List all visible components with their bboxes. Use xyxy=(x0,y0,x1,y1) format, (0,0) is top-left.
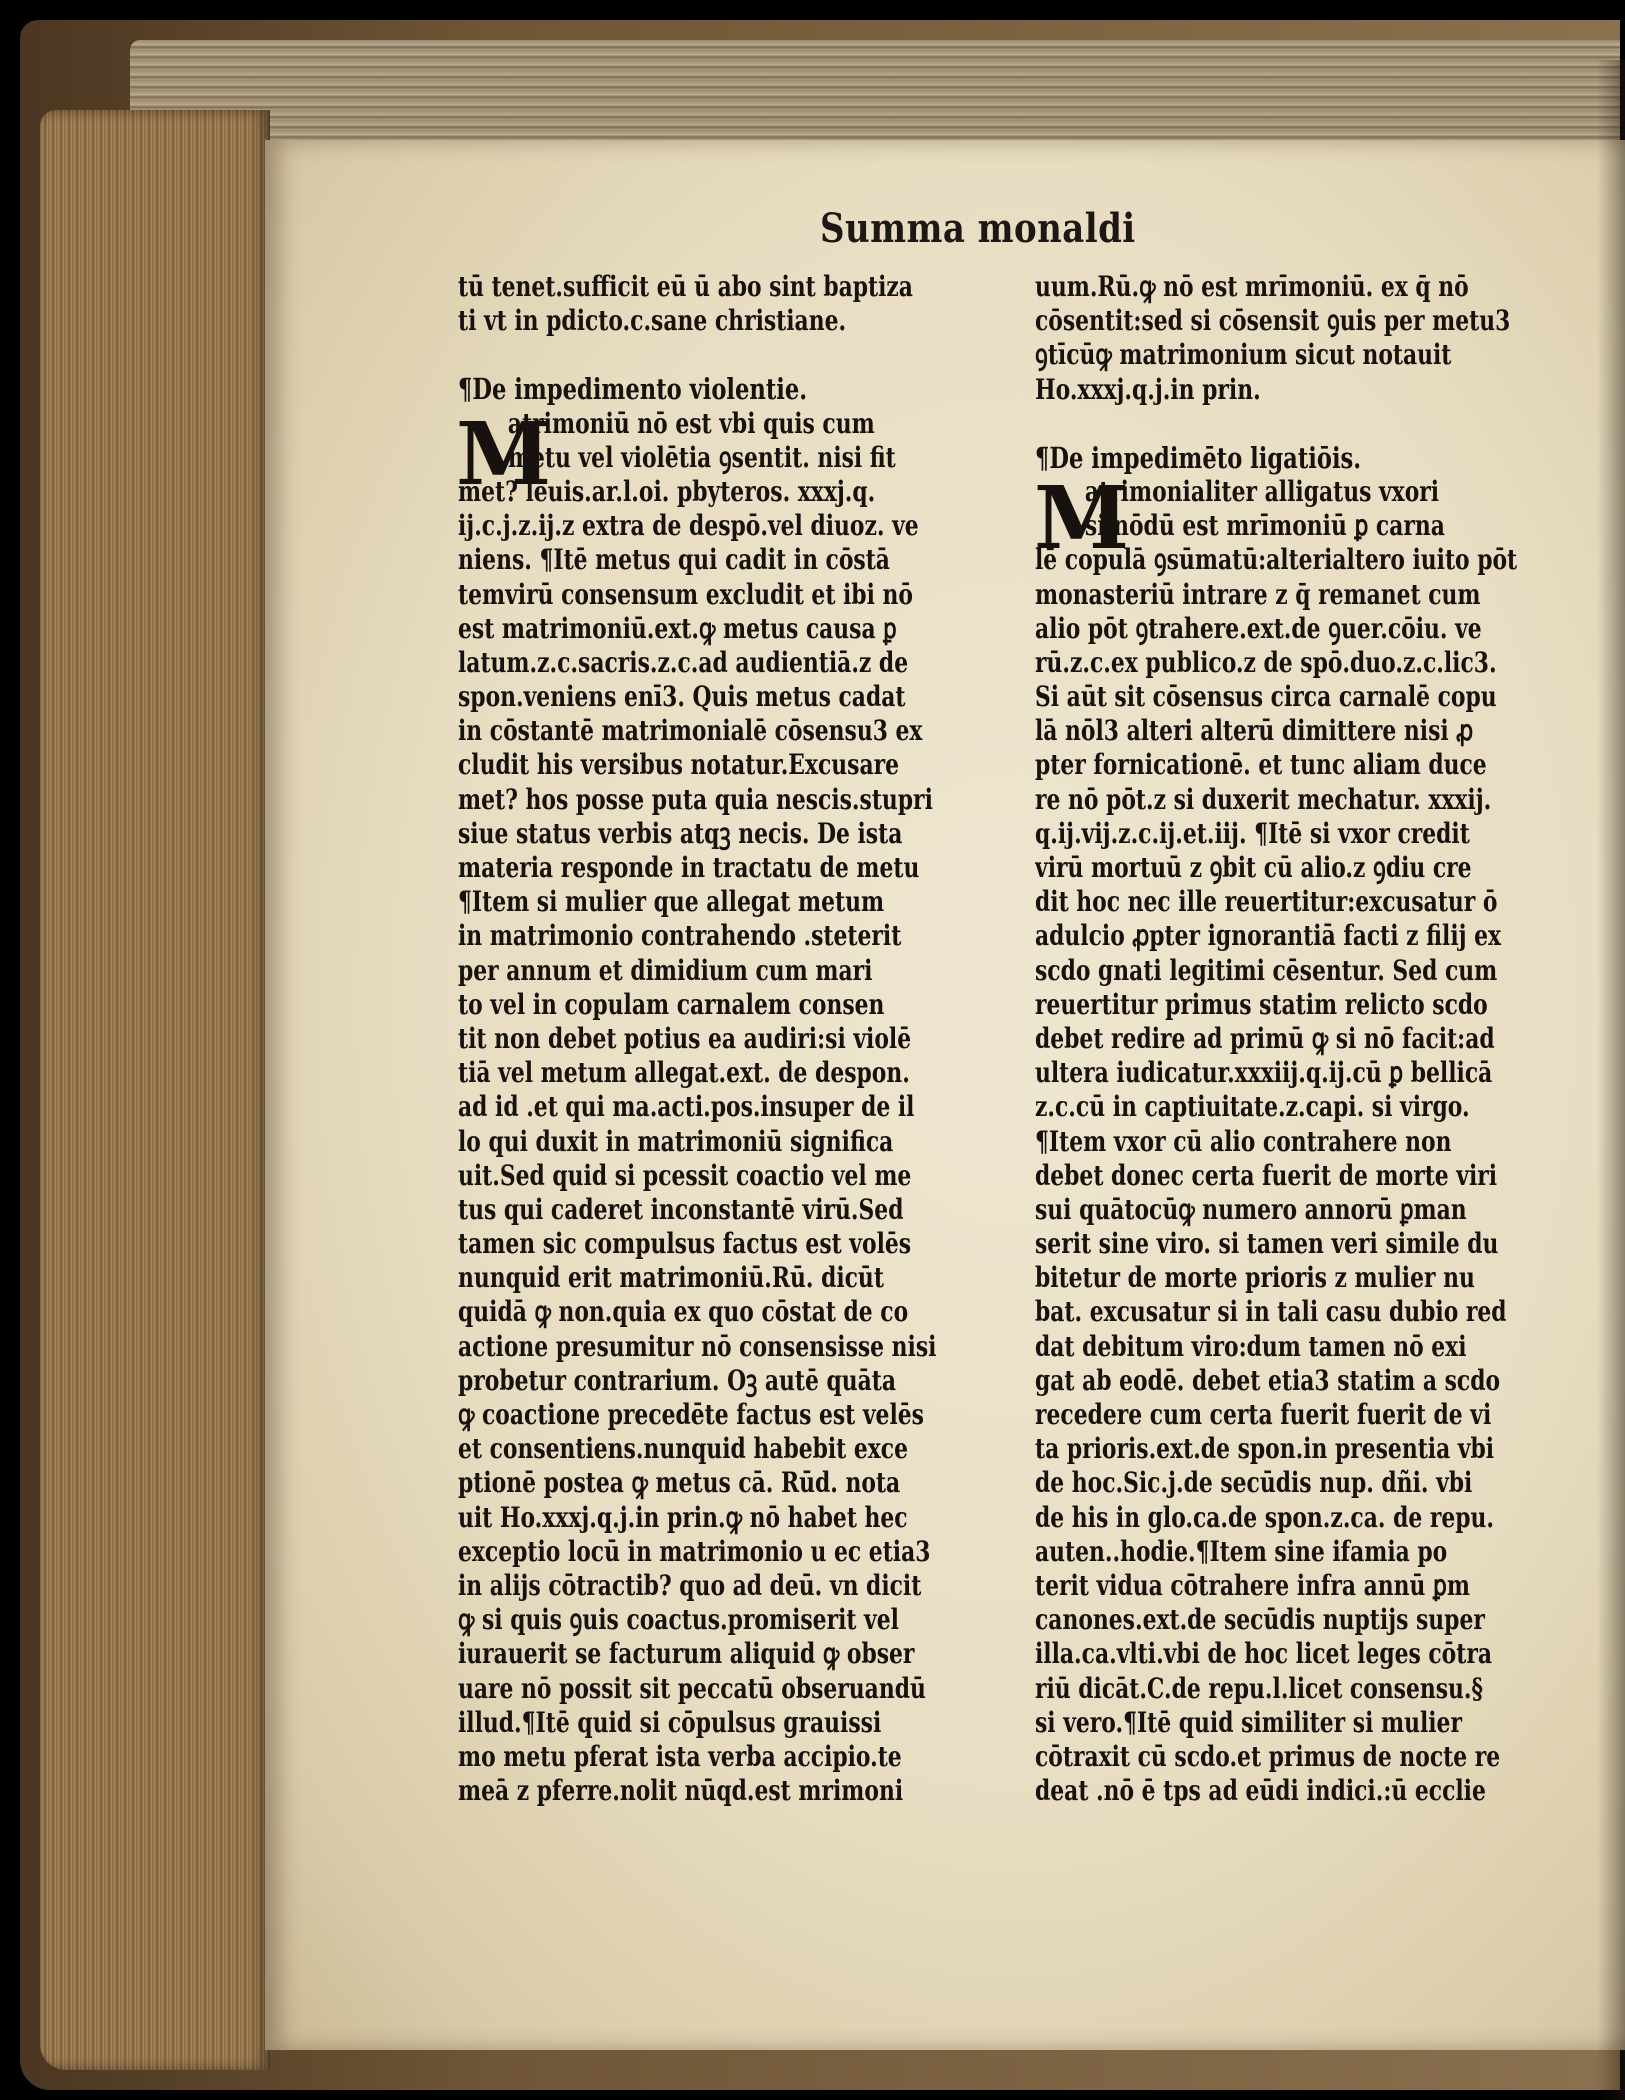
text-line: met? leuis.ar.l.oi. pbyteros. xxxj.q. xyxy=(458,474,876,508)
text-line: de his in glo.ca.de spon.z.ca. de repu. xyxy=(1035,1500,1495,1534)
text-line: lē copulā ꝯsūmatū:alterialtero iuito pōt xyxy=(1035,543,1518,577)
gutter-shadow xyxy=(1597,60,1625,2100)
page-block-top-edge xyxy=(130,40,1620,150)
text-line: dit hoc nec ille reuertitur:excusatur ō xyxy=(1035,885,1498,919)
text-line: iurauerit se facturum aliquid ꝙ obser xyxy=(458,1637,915,1671)
text-line: z.c.cū in captiuitate.z.capi. si virgo. xyxy=(1035,1090,1470,1124)
text-line: deat .nō ē tps ad eūdi indici.:ū ecclie xyxy=(1035,1774,1486,1808)
text-line: uare nō possit sit peccatū obseruandū xyxy=(458,1671,926,1705)
text-line: ultera iudicatur.xxxiij.q.ij.cū ꝑ bellicā xyxy=(1035,1056,1493,1090)
text-line: ij.c.j.z.ij.z extra de despō.vel diuoz. ve xyxy=(458,509,919,543)
text-line: Ho.xxxj.q.j.in prin. xyxy=(1035,372,1261,406)
drop-cap-left: M xyxy=(456,404,552,505)
text-line: ti vt in pdicto.c.sane christiane. xyxy=(458,304,847,338)
text-line: temvirū consensum excludit et ibi nō xyxy=(458,577,913,611)
text-line: lo qui duxit in matrimoniū significa xyxy=(458,1124,894,1158)
left-text-column xyxy=(458,270,1018,1808)
text-line: virū mortuū z ꝯbit cū alio.z ꝯdiu cre xyxy=(1035,851,1472,884)
drop-cap-right: M xyxy=(1034,468,1130,569)
paragraph-gap xyxy=(458,338,1018,372)
text-line: reuertitur primus statim relicto scdo xyxy=(1035,987,1488,1021)
text-line: tamen sic compulsus factus est volēs xyxy=(458,1227,912,1261)
text-line: meā z pferre.nolit nūqd.est mrimoni xyxy=(458,1774,904,1808)
text-line: probetur contrarium. Oꝫ autē quāta xyxy=(458,1363,897,1397)
text-line: in cōstantē matrimonialē cōsensu3 ex xyxy=(458,714,923,748)
right-text-column xyxy=(1035,270,1590,1808)
text-line: est matrimoniū.ext.ꝙ metus causa ꝑ xyxy=(458,611,897,645)
text-line: exceptio locū in matrimonio u ec etia3 xyxy=(458,1534,931,1568)
text-line: bitetur de morte prioris z mulier nu xyxy=(1035,1261,1475,1295)
text-line: recedere cum certa fuerit fuerit de vi xyxy=(1035,1398,1492,1431)
text-line: ¶Item si mulier que allegat metum xyxy=(458,885,885,919)
text-line: uit.Sed quid si pcessit coactio vel me xyxy=(458,1158,912,1192)
text-line: siue status verbis atqꝫ necis. De ista xyxy=(458,816,903,850)
text-line: mo metu pferat ista verba accipio.te xyxy=(458,1739,902,1773)
text-line: adulcio ꝓpter ignorantiā facti z filij ex xyxy=(1035,919,1502,953)
text-line: ta prioris.ext.de spon.in presentia vbi xyxy=(1035,1432,1495,1466)
text-line: debet redire ad primū ꝙ si nō facit:ad xyxy=(1035,1021,1495,1055)
text-line: auten..hodie.¶Item sine ifamia po xyxy=(1035,1534,1448,1568)
text-line: bat. excusatur si in tali casu dubio red xyxy=(1035,1295,1507,1329)
text-line: in matrimonio contrahendo .steterit xyxy=(458,919,902,953)
text-line: tiā vel metum allegat.ext. de despon. xyxy=(458,1056,910,1090)
text-line: spon.veniens enī3. Quis metus cadat xyxy=(458,680,906,714)
text-line: rū.z.c.ex publico.z de spō.duo.z.c.lic3. xyxy=(1035,645,1497,679)
text-line: pter fornicationē. et tunc aliam duce xyxy=(1035,748,1487,782)
text-line: nunquid erit matrimoniū.Rū. dicūt xyxy=(458,1261,884,1295)
text-line: uit Ho.xxxj.q.j.in prin.ꝙ nō habet hec xyxy=(458,1500,908,1534)
text-line: Si aūt sit cōsensus circa carnalē copu xyxy=(1035,680,1497,714)
text-line: scdo gnati legitimi cēsentur. Sed cum xyxy=(1035,953,1498,987)
text-line: re nō pōt.z si duxerit mechatur. xxxij. xyxy=(1035,782,1492,816)
text-line: niens. ¶Itē metus qui cadit in cōstā xyxy=(458,543,890,577)
text-line: latum.z.c.sacris.z.c.ad audientiā.z de xyxy=(458,645,909,679)
text-line: quidā ꝙ non.quia ex quo cōstat de co xyxy=(458,1295,909,1329)
section-heading: ¶De impedimento violentie. xyxy=(458,372,808,407)
text-line: terit vidua cōtrahere infra annū ꝑm xyxy=(1035,1568,1470,1602)
text-line: in alijs cōtractib? quo ad deū. vn dicit xyxy=(458,1568,922,1602)
text-line: ꝙ coactione precedēte factus est velēs xyxy=(458,1398,924,1431)
text-line: dat debitum viro:dum tamen nō exi xyxy=(1035,1329,1467,1363)
running-head: Summa monaldi xyxy=(820,205,1136,252)
text-line: tit non debet potius ea audiri:si violē xyxy=(458,1021,912,1055)
text-line: metu vel violētia ꝯsentit. nisi fit xyxy=(507,440,896,474)
paragraph-gap xyxy=(1035,407,1590,441)
text-line: et consentiens.nunquid habebit exce xyxy=(458,1432,908,1466)
text-line: uum.Rū.ꝙ nō est mrīmoniū. ex q̄ nō xyxy=(1035,270,1469,303)
text-line: cōtraxit cū scdo.et primus de nocte re xyxy=(1035,1739,1501,1773)
text-line: cludit his versibus notatur.Excusare xyxy=(458,748,899,782)
text-line: si vero.¶Itē quid similiter si mulier xyxy=(1035,1705,1462,1739)
text-line: gat ab eodē. debet etia3 statim a scdo xyxy=(1035,1363,1501,1397)
text-line: illa.ca.vlti.vbi de hoc licet leges cōtra xyxy=(1035,1637,1493,1671)
text-line: monasteriū intrare z q̄ remanet cum xyxy=(1035,577,1481,611)
text-line: ad id .et qui ma.acti.pos.insuper de il xyxy=(458,1090,915,1124)
text-line: q.ij.vij.z.c.ij.et.iij. ¶Itē si vxor credit xyxy=(1035,816,1470,850)
text-line: riū dicāt.C.de repu.l.licet consensu.§ xyxy=(1035,1671,1483,1705)
text-line: ꝙ si quis ꝯuis coactus.promiserit vel xyxy=(458,1603,899,1637)
text-line: debet donec certa fuerit de morte viri xyxy=(1035,1158,1498,1192)
text-line: canones.ext.de secūdis nuptijs super xyxy=(1035,1603,1485,1637)
section-heading: ¶De impedimēto ligatiōis. xyxy=(1035,440,1362,475)
text-line: serit sine viro. si tamen veri simile du xyxy=(1035,1227,1499,1261)
text-line: si nōdū est mrīmoniū ꝑ carna xyxy=(1084,509,1445,543)
text-line: atrimoniū nō est vbi quis cum xyxy=(507,406,875,440)
text-line: per annum et dimidium cum mari xyxy=(458,953,873,987)
page-block-fore-edge xyxy=(40,110,270,2070)
text-line: ꝯtīcūꝙ matrimonium sicut notauit xyxy=(1035,338,1452,372)
text-line: materia responde in tractatu de metu xyxy=(458,851,920,884)
text-line: lā nōl3 alteri alterū dimittere nisi ꝓ xyxy=(1035,714,1474,748)
text-line: sui quātocūꝙ numero annorū ꝑman xyxy=(1035,1192,1467,1226)
text-line: de hoc.Sic.j.de secūdis nup. dñi. vbi xyxy=(1035,1466,1473,1500)
text-line: met? hos posse puta quia nescis.stupri xyxy=(458,782,933,816)
text-line: atrimonialiter alligatus vxori xyxy=(1084,474,1440,508)
text-line: tus qui caderet inconstantē virū.Sed xyxy=(458,1192,904,1226)
text-line: cōsentit:sed si cōsensit ꝯuis per metu3 xyxy=(1035,304,1511,338)
text-line: ptionē postea ꝙ metus cā. Rūd. nota xyxy=(458,1466,901,1500)
text-line: actione presumitur nō consensisse nisi xyxy=(458,1329,937,1363)
text-line: to vel in copulam carnalem consen xyxy=(458,987,885,1021)
text-line: tū tenet.sufficit eū ū abo sint baptiza xyxy=(458,270,913,303)
text-line: illud.¶Itē quid si cōpulsus grauissi xyxy=(458,1705,882,1739)
text-line: ¶Item vxor cū alio contrahere non xyxy=(1035,1124,1452,1158)
text-line: alio pōt ꝯtrahere.ext.de ꝯuer.cōiu. ve xyxy=(1035,611,1482,645)
